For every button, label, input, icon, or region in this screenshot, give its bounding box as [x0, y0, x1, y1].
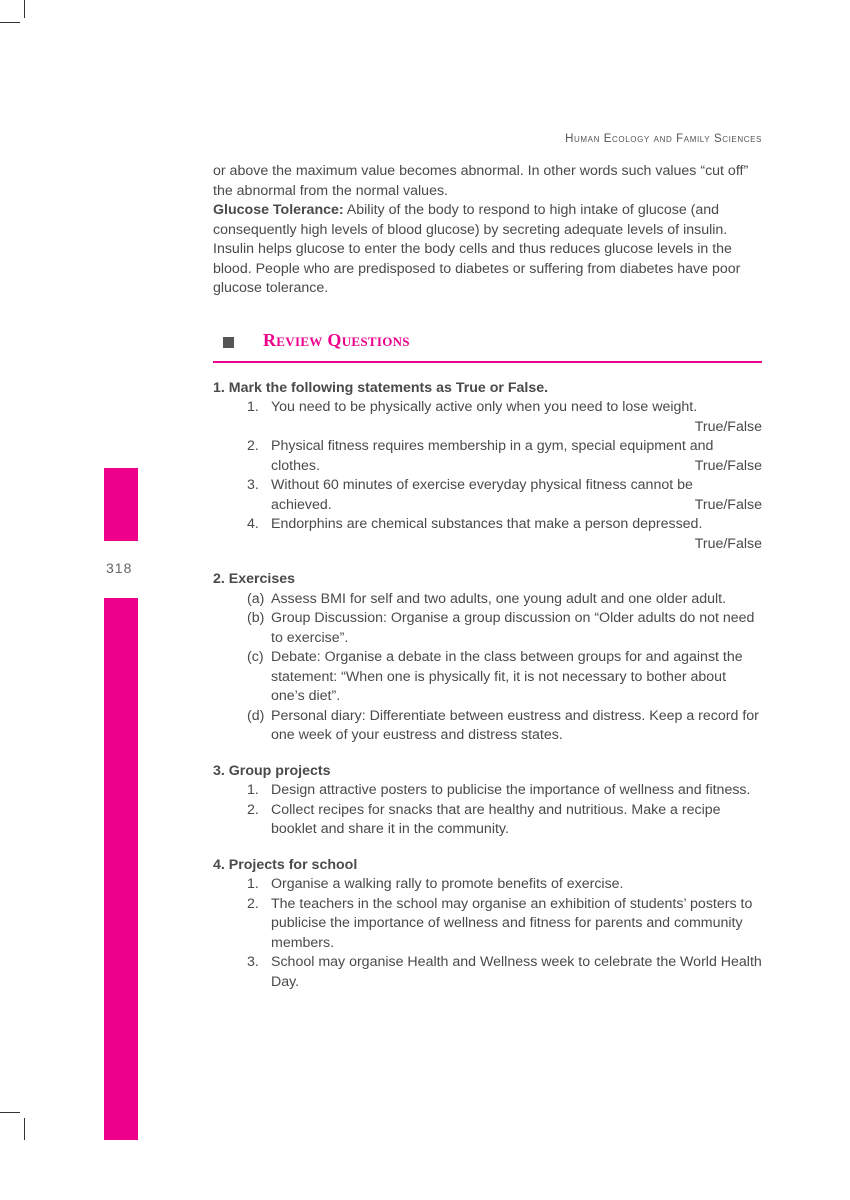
- intro-paragraph: or above the maximum value becomes abnormal. In other words such values “cut off” the abnormal from the normal values.: [213, 163, 749, 199]
- item-text: Personal diary: Differentiate between eustress and distress. Keep a record for one week of your eustress and distress states.: [271, 707, 759, 743]
- true-false-label: True/False: [694, 535, 762, 552]
- side-bar-upper: [104, 468, 138, 541]
- question-4-heading: 4. Projects for school: [213, 856, 358, 873]
- page-content: [213, 162, 762, 992]
- item-letter: (a): [247, 590, 265, 607]
- page-number: 318: [106, 560, 133, 576]
- true-false-label: True/False: [694, 418, 762, 435]
- item-number: 1.: [247, 782, 259, 798]
- q2-item-c: [213, 648, 762, 707]
- item-letter: (c): [247, 649, 264, 665]
- item-text: You need to be physically active only when you need to lose weight.: [271, 399, 698, 415]
- square-bullet-icon: [223, 337, 234, 348]
- item-text: The teachers in the school may organise an exhibition of students’ posters to publicise the importance of wellness and fitness for parents and community members.: [271, 895, 753, 951]
- item-text: Assess BMI for self and two adults, one young adult and one older adult.: [271, 590, 727, 607]
- glossary-definition: Ability of the body to respond to high intake of glucose (and consequently high levels of blood glucose) by secreting adequate levels of insulin. Insulin helps glucose to enter the body cells and thus reduces glucose levels in the blood. People who are predisposed to diabetes or suffering from diabetes have poor glucose tolerance.: [213, 202, 741, 296]
- q1-item-4: [213, 515, 762, 554]
- item-text-continued: achieved.: [271, 496, 332, 513]
- item-number: 2.: [247, 895, 259, 912]
- item-text: Organise a walking rally to promote benefits of exercise.: [271, 876, 624, 892]
- glossary-entry: [213, 201, 762, 299]
- crop-mark-bottom-horizontal: [0, 1112, 20, 1113]
- section-title: Review Questions: [263, 329, 410, 350]
- true-false-label: True/False: [694, 457, 762, 474]
- item-text: Group Discussion: Organise a group discussion on “Older adults do not need to exercise”.: [271, 610, 755, 646]
- q4-item-2: [213, 895, 762, 954]
- true-false-label: True/False: [694, 496, 762, 513]
- item-number: 2.: [247, 801, 259, 818]
- item-letter: (b): [247, 610, 265, 626]
- item-letter: (d): [247, 707, 265, 724]
- crop-mark-top-horizontal: [0, 22, 20, 23]
- q1-item-1: [213, 398, 762, 437]
- item-text-continued: clothes.: [271, 457, 320, 474]
- item-number: 4.: [247, 516, 259, 532]
- item-text: Endorphins are chemical substances that make a person depressed.: [271, 516, 703, 532]
- q2-item-d: [213, 707, 762, 746]
- q3-item-1: [213, 781, 762, 801]
- q2-item-b: [213, 609, 762, 648]
- question-1-heading: 1. Mark the following statements as True or False.: [213, 379, 549, 396]
- item-number: 1.: [247, 876, 259, 892]
- question-2-heading: 2. Exercises: [213, 571, 296, 587]
- item-text: Without 60 minutes of exercise everyday physical fitness cannot be: [271, 477, 693, 493]
- side-bar-lower: [104, 598, 138, 1140]
- q4-item-1: [213, 875, 762, 895]
- item-number: 3.: [247, 954, 259, 970]
- q4-item-3: [213, 953, 762, 992]
- review-questions-header: [213, 331, 762, 363]
- glossary-term: Glucose Tolerance:: [213, 202, 344, 218]
- item-text: School may organise Health and Wellness week to celebrate the World Health Day.: [271, 954, 762, 990]
- q1-item-3: [213, 476, 762, 515]
- item-number: 1.: [247, 399, 259, 415]
- item-text: Physical fitness requires membership in a gym, special equipment and: [271, 438, 714, 454]
- item-number: 3.: [247, 477, 259, 493]
- question-3-heading: 3. Group projects: [213, 762, 331, 779]
- q2-item-a: [213, 590, 762, 610]
- q1-item-2: [213, 437, 762, 476]
- q3-item-2: [213, 801, 762, 840]
- item-text: Collect recipes for snacks that are healthy and nutritious. Make a recipe booklet and share it in the community.: [271, 801, 721, 837]
- crop-mark-bottom-vertical: [24, 1118, 25, 1140]
- item-text: Debate: Organise a debate in the class between groups for and against the statement: “When one is physically fit, it is not necessary to bother about one’s diet”.: [271, 649, 743, 704]
- item-text: Design attractive posters to publicise the importance of wellness and fitness.: [271, 782, 751, 798]
- item-number: 2.: [247, 438, 259, 454]
- running-head: Human Ecology and Family Sciences: [565, 133, 762, 145]
- crop-mark-top-vertical: [24, 0, 25, 18]
